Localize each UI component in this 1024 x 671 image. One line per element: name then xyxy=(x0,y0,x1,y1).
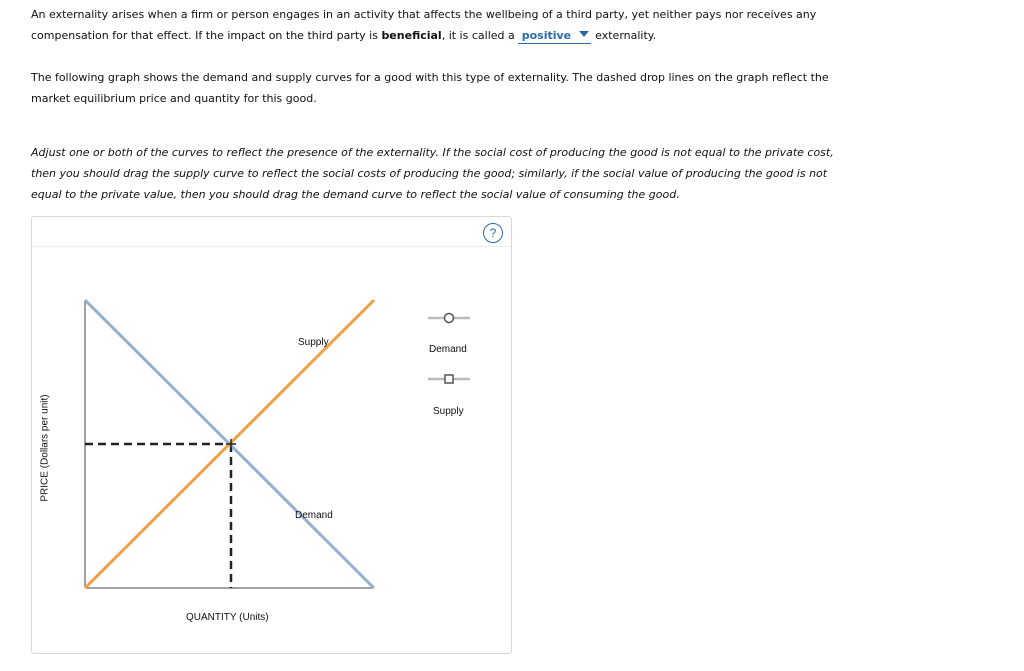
intro-text-end: externality. xyxy=(595,29,657,42)
supply-curve-label: Supply xyxy=(298,337,329,348)
legend-supply-label: Supply xyxy=(433,406,464,417)
demand-curve-label: Demand xyxy=(295,510,333,521)
legend-supply-square-icon[interactable] xyxy=(445,375,453,383)
graph-description: The following graph shows the demand and supply curves for a good with this type of externality. The dashed drop lines on the graph reflect the market equilibrium price and quantity for this good. xyxy=(31,71,829,105)
legend-demand-circle-icon[interactable] xyxy=(445,314,454,323)
legend-demand-label: Demand xyxy=(429,344,467,355)
instructions: Adjust one or both of the curves to reflect the presence of the externality. If the social cost of producing the good is not equal to the private cost, then you should drag the supply curve to reflect the social costs of producing the good; similarly, if the social value of producing the good is not equal to the private value, then you should drag the demand curve to reflect the social value of consuming the good. xyxy=(31,146,834,201)
y-axis-label: PRICE (Dollars per unit) xyxy=(39,394,51,502)
dropdown-selected-value: positive xyxy=(521,29,572,42)
help-icon[interactable]: ? xyxy=(483,223,503,243)
intro-text: An externality arises when a firm or person engages in an activity that affects the wellbeing of a third party, yet neither pays nor receives any compensation for that effect. If the impact on the third party is xyxy=(31,8,817,42)
intro-text-middle: , it is called a xyxy=(441,29,515,42)
x-axis-label: QUANTITY (Units) xyxy=(186,612,269,623)
intro-bold-text: beneficial xyxy=(381,29,442,42)
